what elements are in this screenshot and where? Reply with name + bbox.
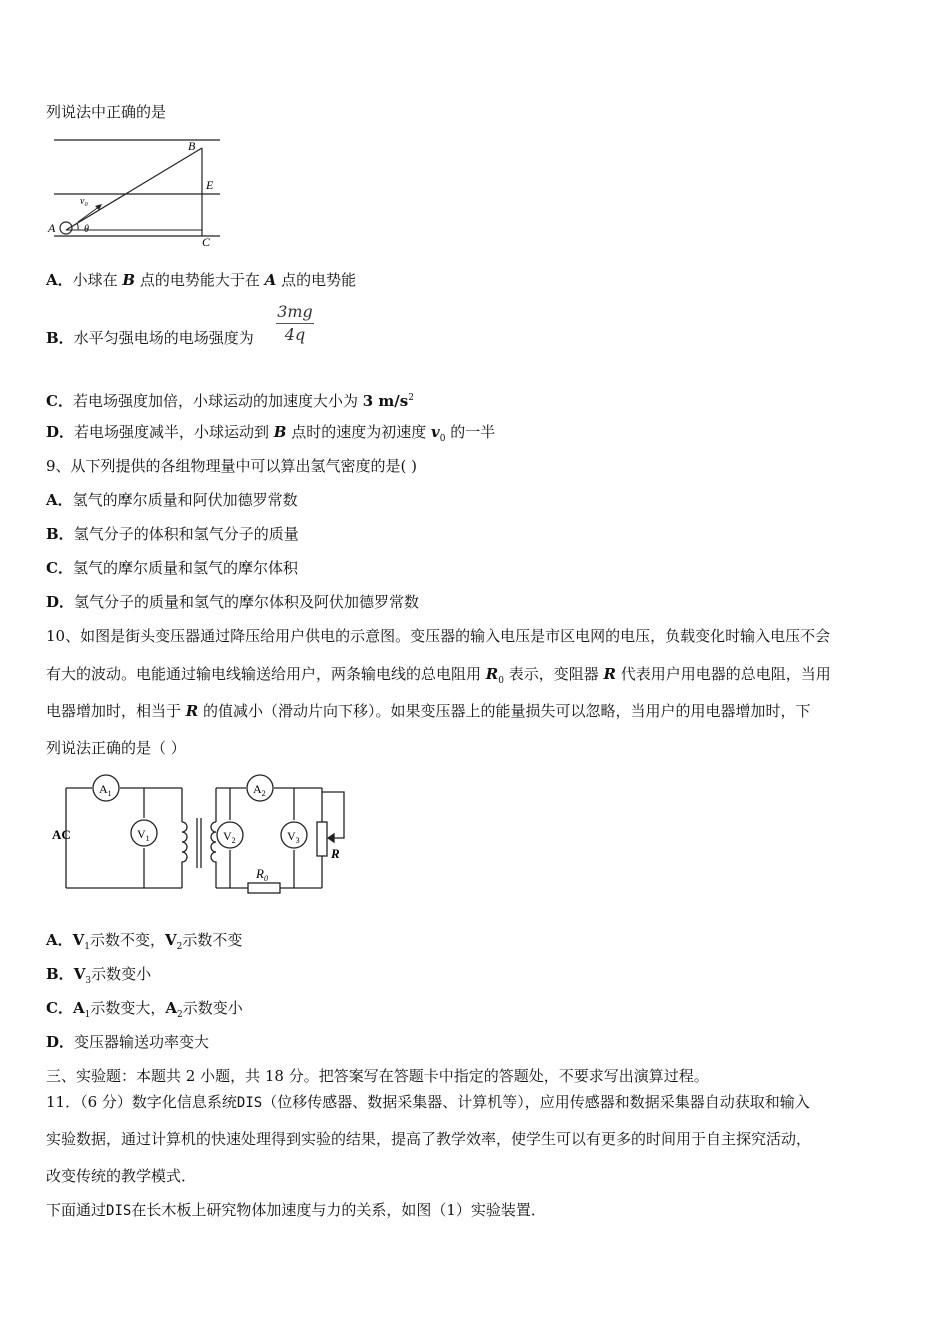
q8-option-b-fraction: 3mg 4q	[277, 302, 313, 344]
label-r: R	[331, 846, 340, 861]
label-ac: AC	[52, 827, 71, 842]
q10-stem-line2: 有大的波动。电能通过输电线输送给用户，两条输电线的总电阻用 $R_0$ 表示，变阻器 R 代表用户用电器的总电阻，当用	[46, 665, 831, 686]
q9-option-d: D．氢气分子的质量和氢气的摩尔体积及阿伏加德罗常数	[46, 593, 420, 611]
q9-stem: 9、从下列提供的各组物理量中可以算出氢气密度的是( )	[46, 457, 418, 475]
label-E: E	[206, 178, 214, 192]
label-a2: $A_2$	[253, 782, 266, 798]
q9-option-a: A．氢气的摩尔质量和阿伏加德罗常数	[46, 491, 298, 509]
q10-stem-line1: 10、如图是街头变压器通过降压给用户供电的示意图。变压器的输入电压是市区电网的电压，负载变化时输入电压不会	[46, 627, 831, 645]
label-C: C	[202, 235, 211, 249]
q8-option-d: D．若电场强度减半，小球运动到 B 点时的速度为初速度 $v_0$ 的一半	[46, 423, 496, 444]
q8-option-c: C．若电场强度加倍，小球运动的加速度大小为 3 $m/s^2$	[46, 392, 414, 410]
q10-option-a: A．$V_1$示数不变，$V_2$示数不变	[46, 931, 243, 952]
q10-option-b: B．$V_3$示数变小	[46, 965, 152, 986]
q10-stem-line3: 电器增加时，相当于 R 的值减小（滑动片向下移）。如果变压器上的能量损失可以忽略，当用户的用电器增加时，下	[46, 702, 811, 720]
q10-stem-line4: 列说法正确的是（ ）	[46, 739, 186, 757]
label-B: B	[188, 139, 196, 153]
q8-figure	[44, 134, 234, 252]
label-A: A	[48, 221, 56, 235]
section3-heading: 三、实验题：本题共 2 小题，共 18 分。把答案写在答题卡中指定的答题处，不要求写出演算过程。	[46, 1067, 709, 1085]
q11-line2: 实验数据，通过计算机的快速处理得到实验的结果，提高了教学效率，使学生可以有更多的时间用于自主探究活动，	[46, 1130, 812, 1148]
q10-option-d: D．变压器输送功率变大	[46, 1033, 210, 1051]
q10-circuit-figure	[52, 772, 362, 898]
label-v3: $V_3$	[287, 829, 300, 845]
q8-option-b: B．水平匀强电场的电场强度为	[46, 329, 254, 347]
label-v0: v₀	[80, 196, 88, 207]
label-a1: $A_1$	[99, 782, 112, 798]
q11-line3: 改变传统的教学模式．	[46, 1167, 197, 1185]
q9-option-c: C．氢气的摩尔质量和氢气的摩尔体积	[46, 559, 298, 577]
label-r0: $R_0$	[256, 866, 268, 883]
q8-option-a: A．小球在 B 点的电势能大于在 A 点的电势能	[46, 271, 357, 289]
q9-option-b: B．氢气分子的体积和氢气分子的质量	[46, 525, 299, 543]
label-v1: $V_1$	[137, 827, 150, 843]
q8-stem-tail: 列说法中正确的是	[46, 103, 167, 121]
label-v2: $V_2$	[223, 829, 236, 845]
q11-line4: 下面通过DIS在长木板上研究物体加速度与力的关系，如图（1）实验装置．	[46, 1201, 546, 1219]
q10-option-c: C．$A_1$示数变大，$A_2$示数变小	[46, 999, 243, 1020]
q11-line1: 11．（6 分）数字化信息系统DIS（位移传感器、数据采集器、计算机等），应用传感器和数据采集器自动获取和输入	[46, 1093, 810, 1111]
label-theta: θ	[84, 224, 89, 235]
